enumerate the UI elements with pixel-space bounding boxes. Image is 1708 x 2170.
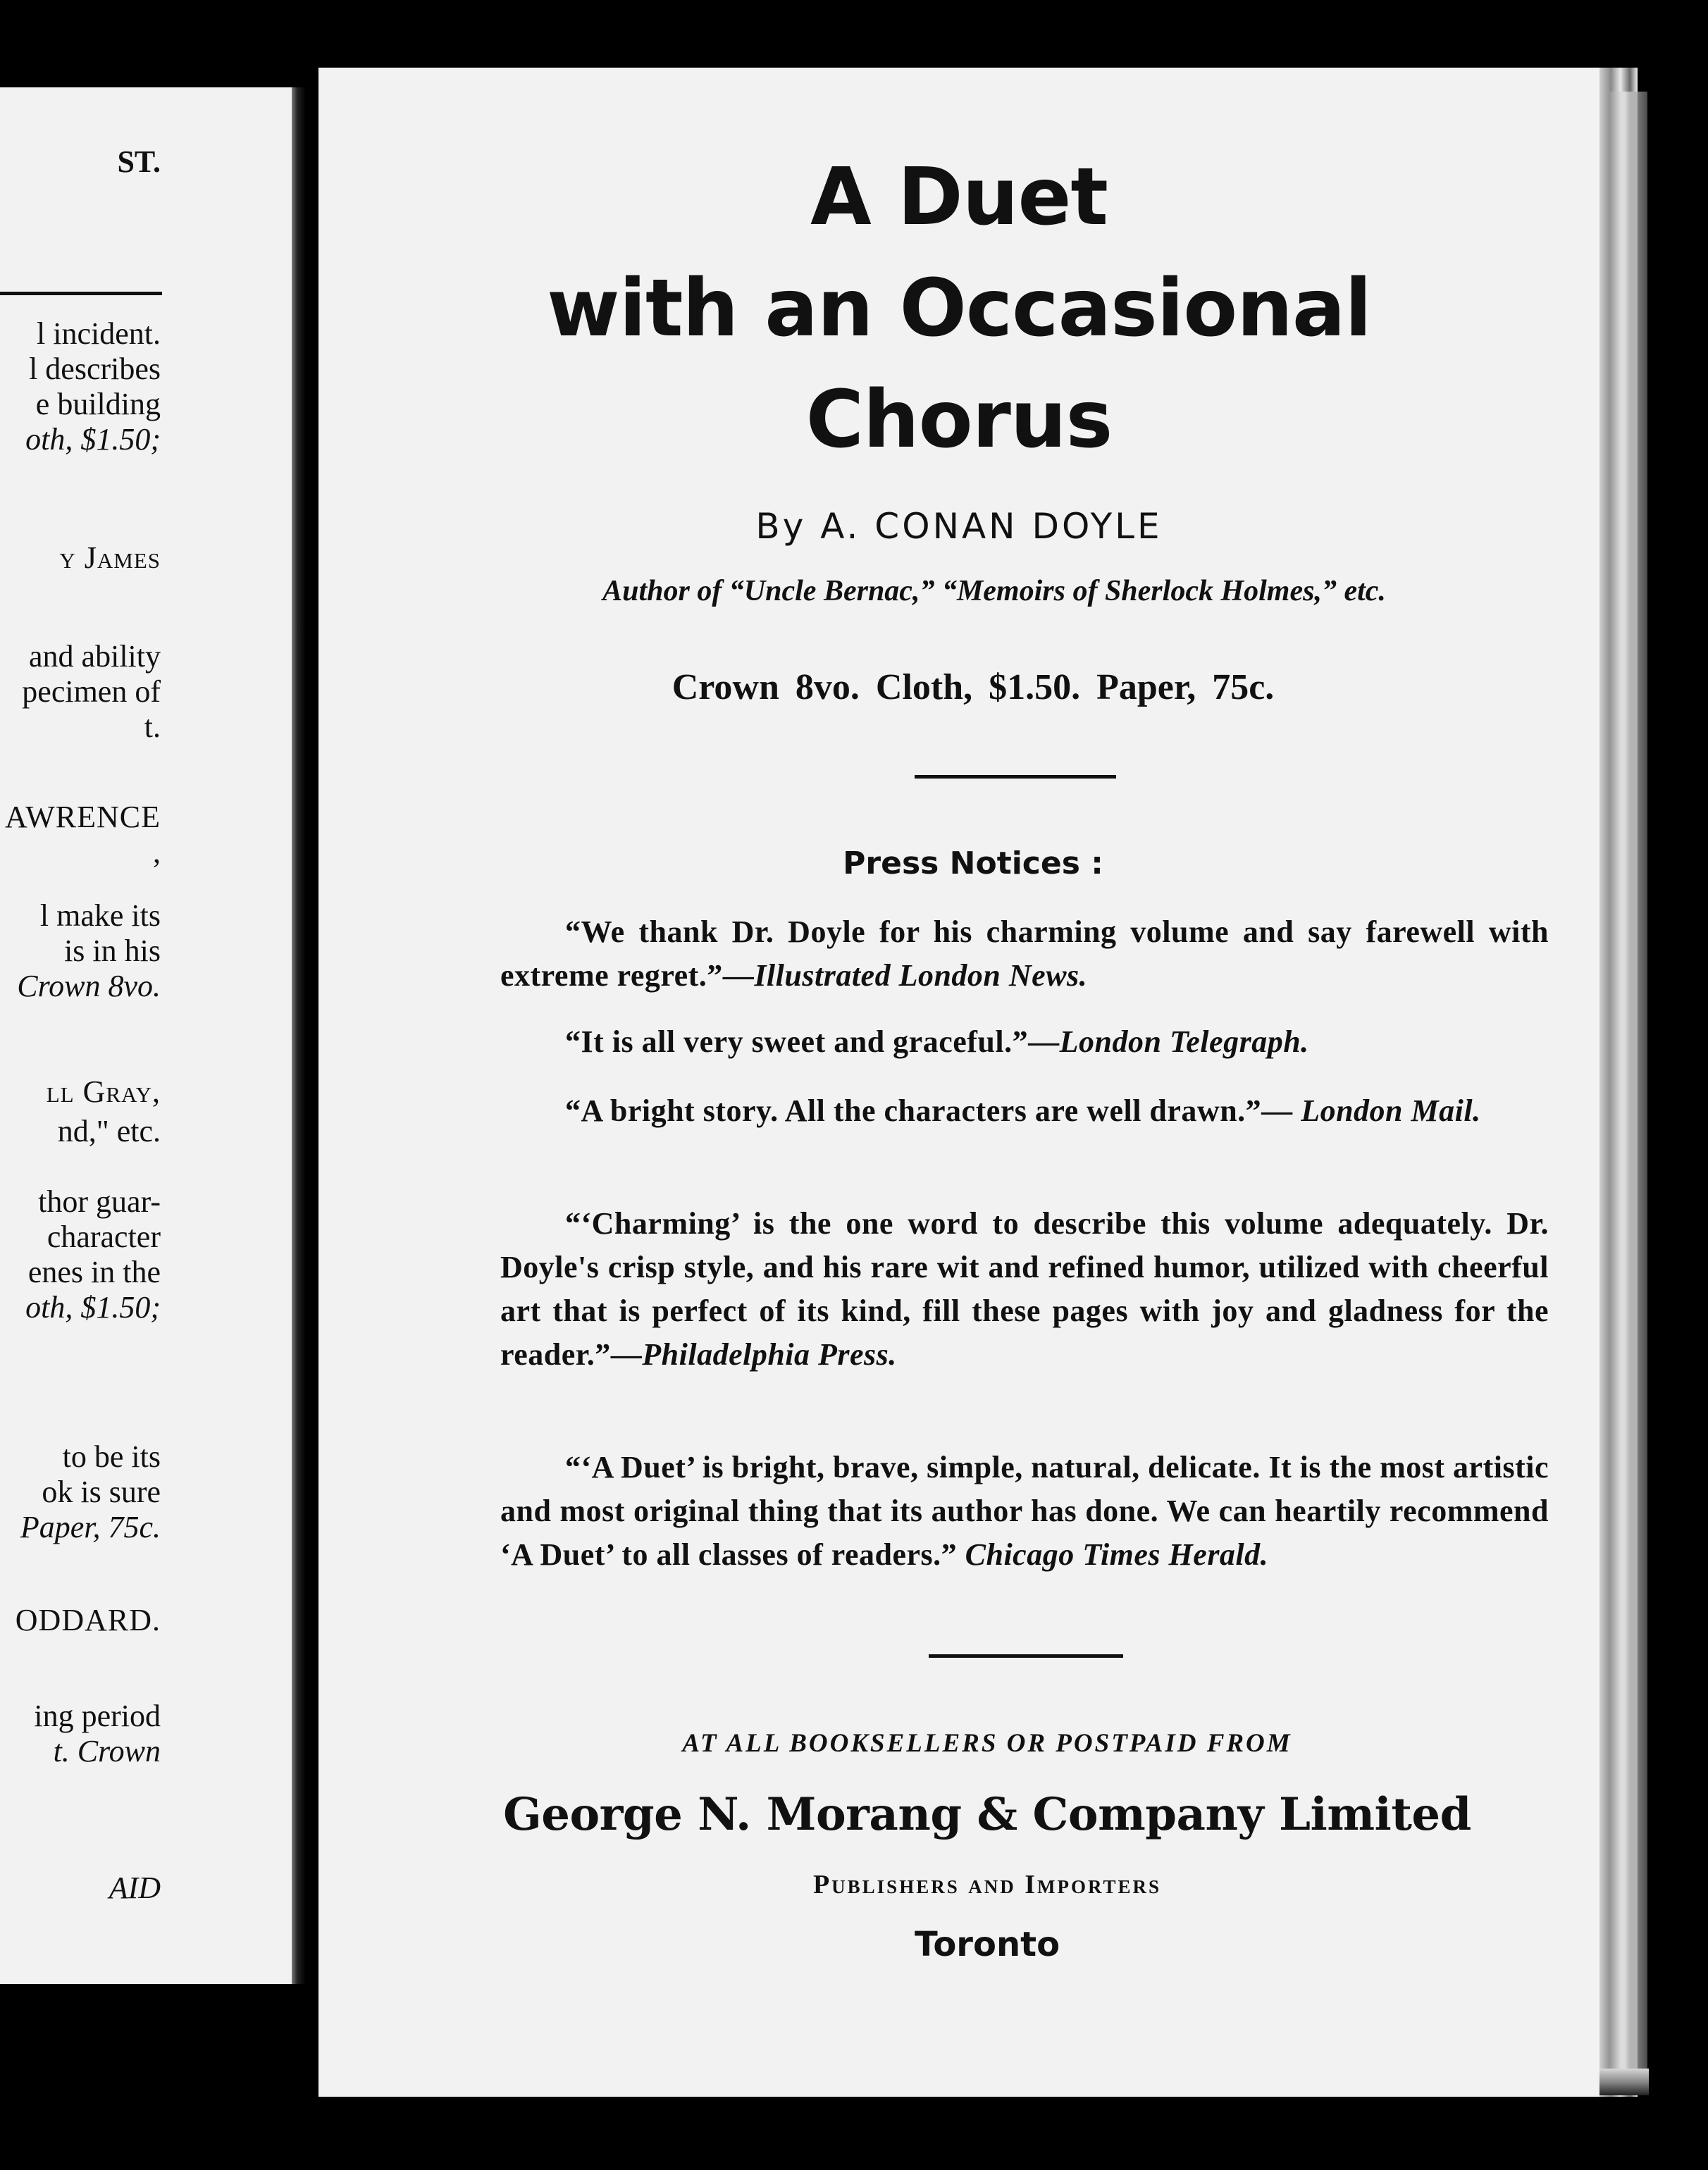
book-gutter	[292, 87, 306, 1984]
press-notice	[500, 910, 1549, 998]
previous-page-line: is in his	[64, 934, 161, 968]
notice-text: “We thank Dr. Doyle for his charming volume and say farewell with extreme regret.”—	[500, 914, 1549, 993]
notice-source: London Mail.	[1301, 1093, 1481, 1128]
previous-page-line: ODDARD.	[15, 1603, 161, 1637]
notice-source: Chicago Times Herald.	[965, 1537, 1269, 1572]
publisher-city: Toronto	[914, 1925, 1060, 1964]
previous-page	[0, 87, 292, 1984]
distribution-line: AT ALL BOOKSELLERS OR POSTPAID FROM	[682, 1729, 1292, 1758]
previous-page-line: ST.	[117, 144, 161, 179]
previous-page-line: nd," etc.	[57, 1114, 161, 1148]
notice-text: “‘A Duet’ is bright, brave, simple, natural, delicate. It is the most artistic and most original thing that its author has done. We can heartily recommend ‘A Duet’ to all classes of readers.”	[500, 1450, 1549, 1572]
press-notices-heading: Press Notices :	[843, 845, 1103, 881]
previous-page-line: ,	[153, 835, 161, 869]
previous-page-line: enes in the	[27, 1255, 161, 1289]
previous-page-line: pecimen of	[22, 674, 161, 709]
press-notice	[500, 1089, 1549, 1133]
previous-page-line: l incident.	[37, 316, 161, 351]
previous-page-line: e building	[35, 387, 161, 421]
publisher-subtitle: Publishers and Importers	[812, 1870, 1162, 1899]
previous-page-line: Crown 8vo.	[17, 969, 161, 1003]
price-line: Crown 8vo. Cloth, $1.50. Paper, 75c.	[672, 667, 1275, 707]
advertisement-page	[318, 68, 1599, 2097]
previous-page-line: ing period	[34, 1699, 161, 1733]
previous-page-line: ok is sure	[42, 1475, 161, 1509]
previous-page-line: to be its	[62, 1439, 161, 1474]
header-rule	[0, 292, 162, 295]
previous-page-line: t.	[144, 709, 161, 744]
previous-page-line: oth, $1.50;	[25, 1290, 161, 1325]
previous-page-line: t. Crown	[53, 1734, 161, 1768]
notice-text: “It is all very sweet and graceful.”—	[565, 1024, 1060, 1059]
press-notice	[500, 1446, 1549, 1577]
previous-page-line: character	[47, 1220, 161, 1254]
previous-page-line: and ability	[29, 639, 161, 674]
notice-source: London Telegraph.	[1059, 1024, 1309, 1059]
divider-rule	[929, 1654, 1123, 1658]
press-notice	[500, 1020, 1549, 1064]
notice-text: “‘Charming’ is the one word to describe this volume adequately. Dr. Doyle's crisp style, and his rare wit and refined humor, utilized with cheerful art that is perfect of its kind, fill these pages with joy and gladness for the reader.”—	[500, 1206, 1549, 1372]
divider-rule	[915, 775, 1116, 779]
notice-source: Illustrated London News.	[754, 958, 1088, 993]
author-of-line: Author of “Uncle Bernac,” “Memoirs of Sherlock Holmes,” etc.	[602, 575, 1386, 607]
notice-source: Philadelphia Press.	[642, 1337, 897, 1372]
title-line-3: Chorus	[805, 374, 1113, 466]
title-line-2: with an Occasional	[547, 263, 1371, 354]
previous-page-line: l make its	[39, 898, 161, 933]
previous-page-line: ll Gray,	[46, 1074, 161, 1109]
previous-page-line: l describes	[29, 352, 161, 386]
previous-page-line: thor guar-	[38, 1184, 161, 1219]
press-notice	[500, 1202, 1549, 1377]
previous-page-line: AWRENCE	[4, 800, 161, 834]
title-line-1: A Duet	[810, 151, 1108, 243]
previous-page-line: Paper, 75c.	[20, 1510, 161, 1544]
previous-page-line: AID	[109, 1871, 161, 1905]
publisher-name: George N. Morang & Company Limited	[503, 1788, 1471, 1841]
notice-text: “A bright story. All the characters are well drawn.”—	[565, 1093, 1301, 1128]
previous-page-line: y James	[59, 540, 161, 575]
previous-page-line: oth, $1.50;	[25, 422, 161, 457]
byline: By A. CONAN DOYLE	[755, 506, 1163, 547]
